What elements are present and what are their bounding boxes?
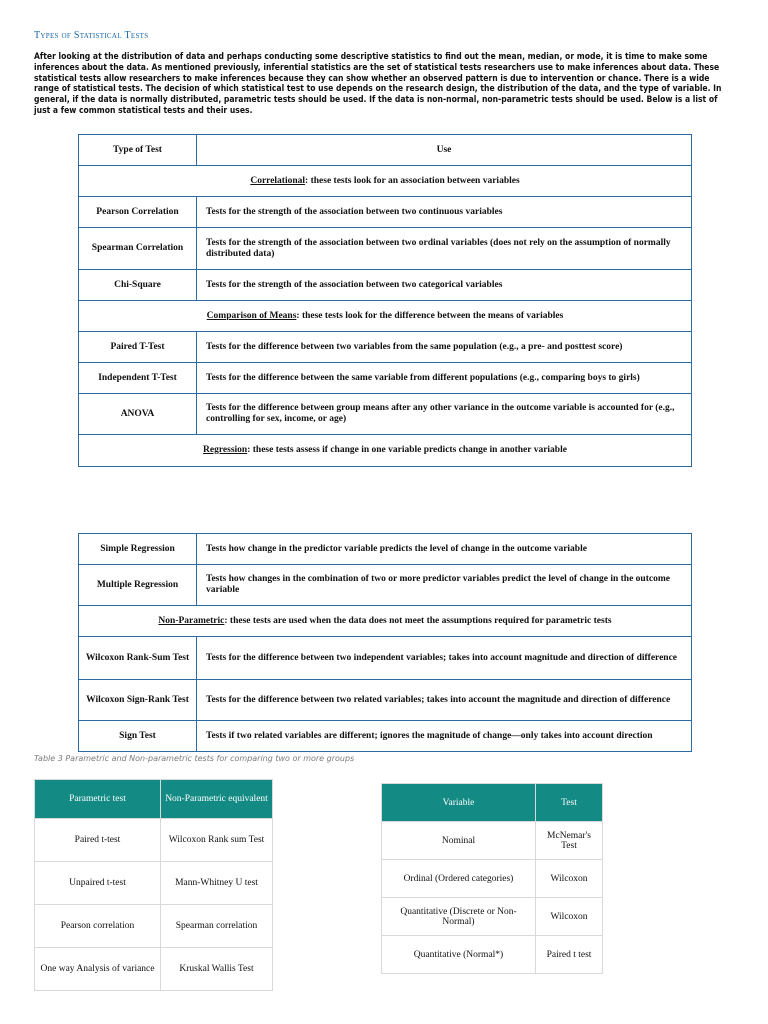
table-header-row — [35, 780, 273, 819]
table-row — [79, 363, 692, 394]
table-row — [35, 948, 273, 991]
table-cell: McNemar's Test — [536, 822, 603, 860]
table-cell: Pearson correlation — [35, 905, 161, 948]
category-text-non-parametric: : these tests are used when the data does not meet the assumptions required for parametric tests — [224, 615, 612, 626]
column-header: Parametric test — [35, 780, 161, 819]
header-use: Use — [197, 135, 692, 166]
test-use: Tests if two related variables are different; ignores the magnitude of change—only takes into account direction — [197, 721, 692, 752]
table-row — [79, 270, 692, 301]
table-cell: Ordinal (Ordered categories) — [382, 860, 536, 898]
test-type: Chi-Square — [79, 270, 197, 301]
test-type: Spearman Correlation — [79, 228, 197, 270]
test-use: Tests how changes in the combination of two or more predictor variables predict the level of change in the outcome variable — [197, 565, 692, 606]
table-row — [79, 197, 692, 228]
table-row — [79, 228, 692, 270]
test-type: Sign Test — [79, 721, 197, 752]
category-text-regression: : these tests assess if change in one variable predicts change in another variable — [247, 445, 567, 455]
category-label-non-parametric: Non-Parametric — [158, 615, 225, 626]
table-cell: Quantitative (Normal*) — [382, 936, 536, 974]
table-caption: Table 3 Parametric and Non-parametric tests for comparing two or more groups — [34, 754, 355, 763]
table-row — [79, 721, 692, 752]
column-header: Non-Parametric equivalent — [161, 780, 273, 819]
test-use: Tests for the difference between two related variables; takes into account the magnitude and direction of difference — [197, 680, 692, 721]
table-row — [79, 394, 692, 435]
table-cell: Mann-Whitney U test — [161, 862, 273, 905]
table-row — [35, 819, 273, 862]
table-header-row — [382, 784, 603, 822]
test-use: Tests for the strength of the association between two categorical variables — [197, 270, 692, 301]
table-cell: Wilcoxon — [536, 860, 603, 898]
test-type: Wilcoxon Rank-Sum Test — [79, 637, 197, 680]
test-type: Multiple Regression — [79, 565, 197, 606]
test-type: Wilcoxon Sign-Rank Test — [79, 680, 197, 721]
table-row — [79, 534, 692, 565]
test-use: Tests for the difference between two variables from the same population (e.g., a pre- and posttest score) — [197, 332, 692, 363]
category-label-regression: Regression — [203, 445, 248, 455]
test-use: Tests for the difference between two independent variables; takes into account magnitude and direction of difference — [197, 637, 692, 680]
test-use: Tests how change in the predictor variable predicts the level of change in the outcome variable — [197, 534, 692, 565]
statistical-tests-table-part-2 — [78, 533, 692, 752]
table-cell: Wilcoxon — [536, 898, 603, 936]
category-row-non-parametric — [79, 606, 692, 637]
category-label-correlational: Correlational — [250, 175, 306, 186]
table-row — [79, 565, 692, 606]
table-cell: Paired t test — [536, 936, 603, 974]
table-cell: Spearman correlation — [161, 905, 273, 948]
table-row — [382, 860, 603, 898]
table-cell: One way Analysis of variance — [35, 948, 161, 991]
section-title: Types of Statistical Tests — [34, 30, 149, 41]
intro-paragraph: After looking at the distribution of data and perhaps conducting some descriptive statistics to find out the mean, median, or mode, it is time to make some inferences about the data. As mentioned previously, inferential statistics are the set of statistical tests researchers use to make inferences about data. These statistical tests allow researchers to make inferences because they can show whether an observed pattern is due to intervention or chance. There is a wide range of statistical tests. The decision of which statistical test to use depends on the research design, the distribution of the data, and the type of variable. In general, if the data is normally distributed, parametric tests should be used. If the data is non-normal, non-parametric tests should be used. Below is a list of just a few common statistical tests and their uses. — [34, 52, 722, 116]
test-type: ANOVA — [79, 394, 197, 435]
parametric-vs-nonparametric-table — [34, 779, 273, 991]
table-row — [382, 822, 603, 860]
table-row — [35, 862, 273, 905]
test-use: Tests for the strength of the association between two continuous variables — [197, 197, 692, 228]
category-text-comparison-of-means: : these tests look for the difference between the means of variables — [296, 310, 564, 321]
table-cell: Unpaired t-test — [35, 862, 161, 905]
table-cell: Paired t-test — [35, 819, 161, 862]
table-row — [79, 637, 692, 680]
table-cell: Kruskal Wallis Test — [161, 948, 273, 991]
column-header: Test — [536, 784, 603, 822]
table-cell: Quantitative (Discrete or Non-Normal) — [382, 898, 536, 936]
table-row — [382, 898, 603, 936]
statistical-tests-table-part-1 — [78, 134, 692, 467]
table-cell: Nominal — [382, 822, 536, 860]
test-type: Paired T-Test — [79, 332, 197, 363]
table-row — [79, 332, 692, 363]
table-row — [382, 936, 603, 974]
test-use: Tests for the strength of the association between two ordinal variables (does not rely on the assumption of normally distributed data) — [197, 228, 692, 270]
test-use: Tests for the difference between group means after any other variance in the outcome variable is accounted for (e.g., controlling for sex, income, or age) — [197, 394, 692, 435]
header-type-of-test: Type of Test — [79, 135, 197, 166]
category-text-correlational: : these tests look for an association between variables — [305, 175, 520, 186]
category-row-comparison-of-means — [79, 301, 692, 332]
category-row-correlational — [79, 166, 692, 197]
test-type: Independent T-Test — [79, 363, 197, 394]
category-row-regression — [79, 435, 692, 467]
test-type: Simple Regression — [79, 534, 197, 565]
test-type: Pearson Correlation — [79, 197, 197, 228]
table-row — [79, 680, 692, 721]
table-header-row — [79, 135, 692, 166]
test-use: Tests for the difference between the same variable from different populations (e.g., comparing boys to girls) — [197, 363, 692, 394]
variable-test-table — [381, 783, 603, 974]
table-cell: Wilcoxon Rank sum Test — [161, 819, 273, 862]
category-label-comparison-of-means: Comparison of Means — [206, 310, 297, 321]
column-header: Variable — [382, 784, 536, 822]
table-row — [35, 905, 273, 948]
